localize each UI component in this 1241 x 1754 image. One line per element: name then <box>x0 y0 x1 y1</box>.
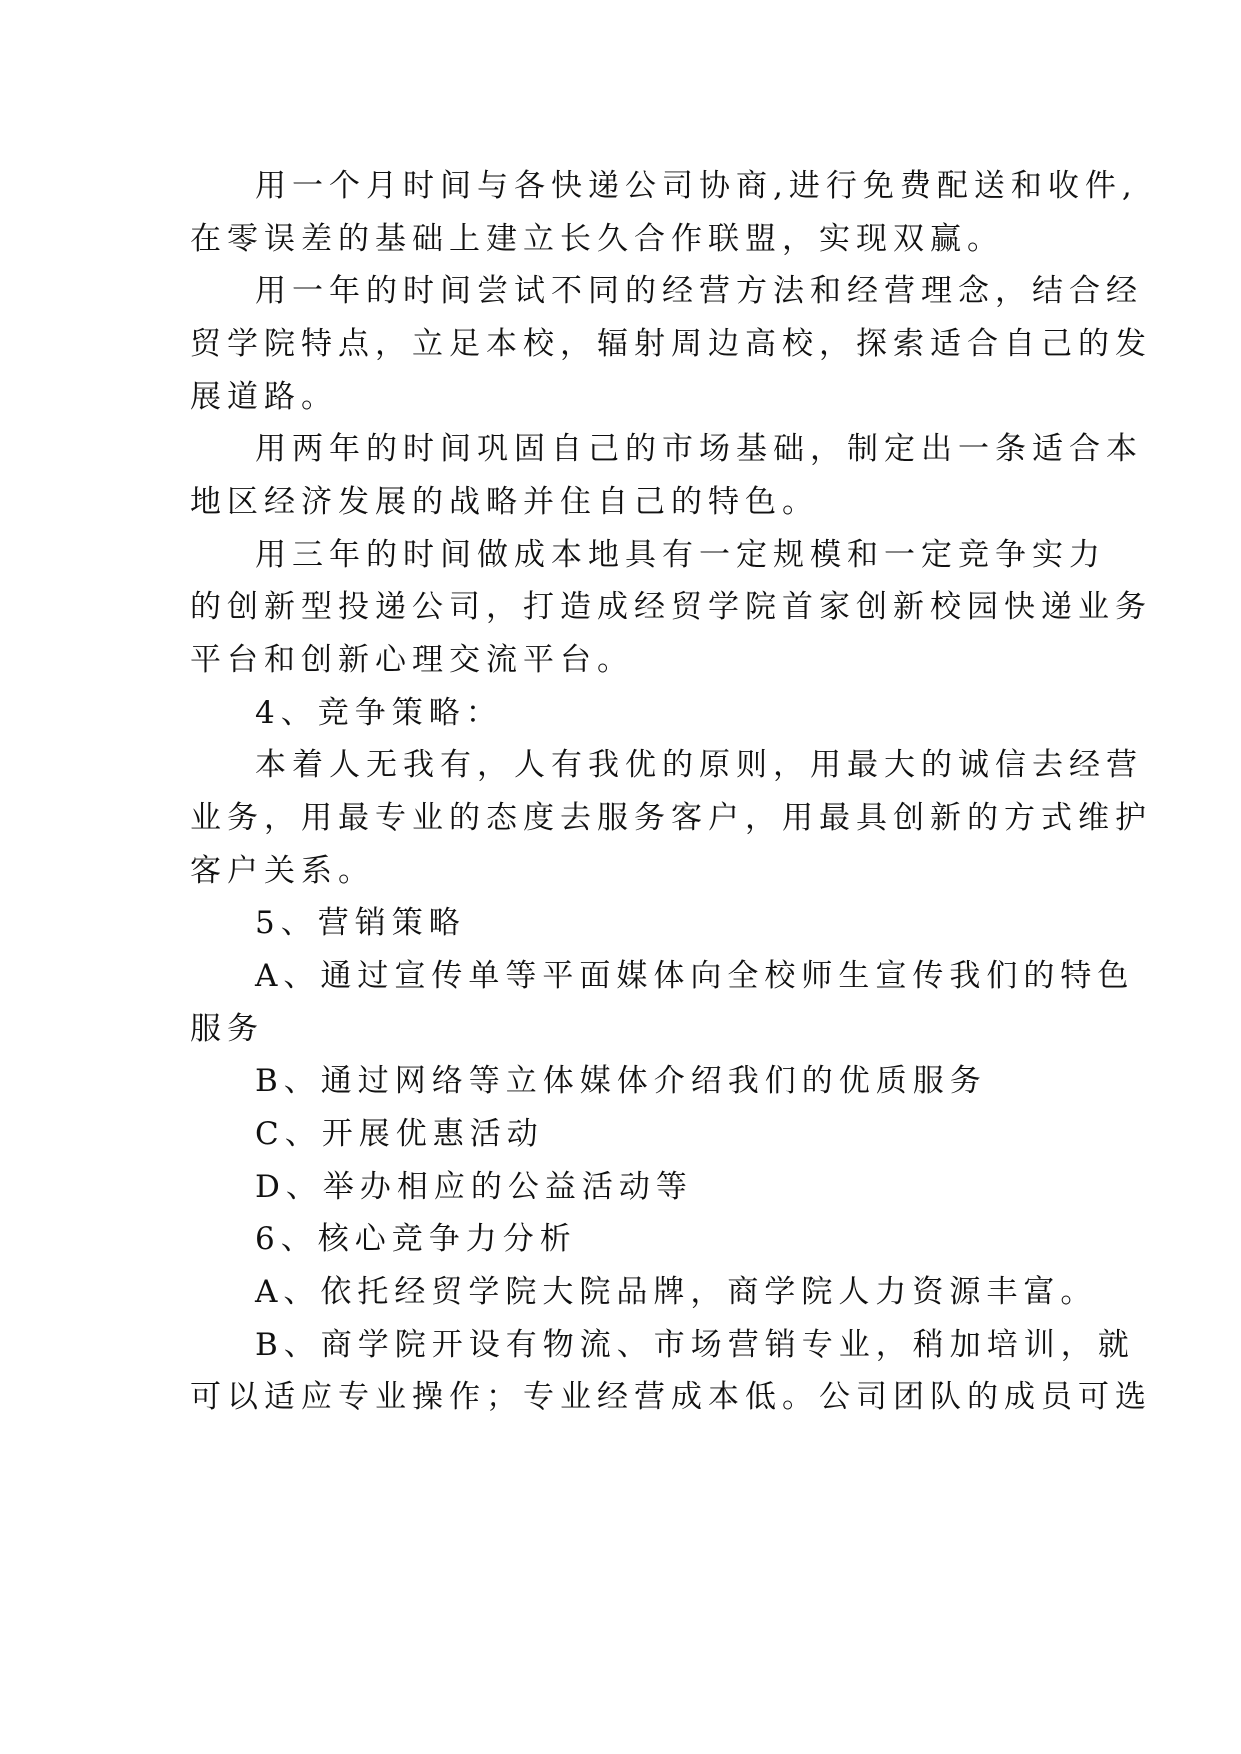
text-line: 地区经济发展的战略并住自己的特色。 <box>190 484 819 520</box>
section-heading: 5、营销策略 <box>255 905 466 941</box>
text-line: A、通过宣传单等平面媒体向全校师生宣传我们的特色 <box>255 958 1135 994</box>
text-line: 用两年的时间巩固自己的市场基础，制定出一条适合本 <box>255 431 1143 467</box>
text-line: 本着人无我有，人有我优的原则，用最大的诚信去经营 <box>255 747 1143 783</box>
text-line: 可以适应专业操作；专业经营成本低。公司团队的成员可选 <box>190 1379 1152 1415</box>
text-line: B、商学院开设有物流、市场营销专业，稍加培训，就 <box>255 1327 1135 1363</box>
text-line: 展道路。 <box>190 379 338 415</box>
text-line: 在零误差的基础上建立长久合作联盟，实现双赢。 <box>190 221 1004 257</box>
text-line: 的创新型投递公司，打造成经贸学院首家创新校园快递业务 <box>190 589 1152 625</box>
text-line: 用一个月时间与各快递公司协商,进行免费配送和收件, <box>255 168 1138 204</box>
text-line: C、开展优惠活动 <box>255 1116 544 1152</box>
text-line: D、举办相应的公益活动等 <box>255 1169 693 1205</box>
section-heading: 6、核心竞争力分析 <box>255 1221 577 1257</box>
text-line: B、通过网络等立体媒体介绍我们的优质服务 <box>255 1063 987 1099</box>
text-line: 业务，用最专业的态度去服务客户，用最具创新的方式维护 <box>190 800 1152 836</box>
text-line: 用三年的时间做成本地具有一定规模和一定竞争实力 <box>255 537 1106 573</box>
text-line: 客户关系。 <box>190 853 375 889</box>
text-line: A、依托经贸学院大院品牌，商学院人力资源丰富。 <box>255 1274 1098 1310</box>
text-line: 用一年的时间尝试不同的经营方法和经营理念，结合经 <box>255 273 1143 309</box>
text-line: 贸学院特点，立足本校，辐射周边高校，探索适合自己的发 <box>190 326 1152 362</box>
text-line: 服务 <box>190 1011 264 1047</box>
section-heading: 4、竞争策略： <box>255 695 503 731</box>
text-line: 平台和创新心理交流平台。 <box>190 642 634 678</box>
